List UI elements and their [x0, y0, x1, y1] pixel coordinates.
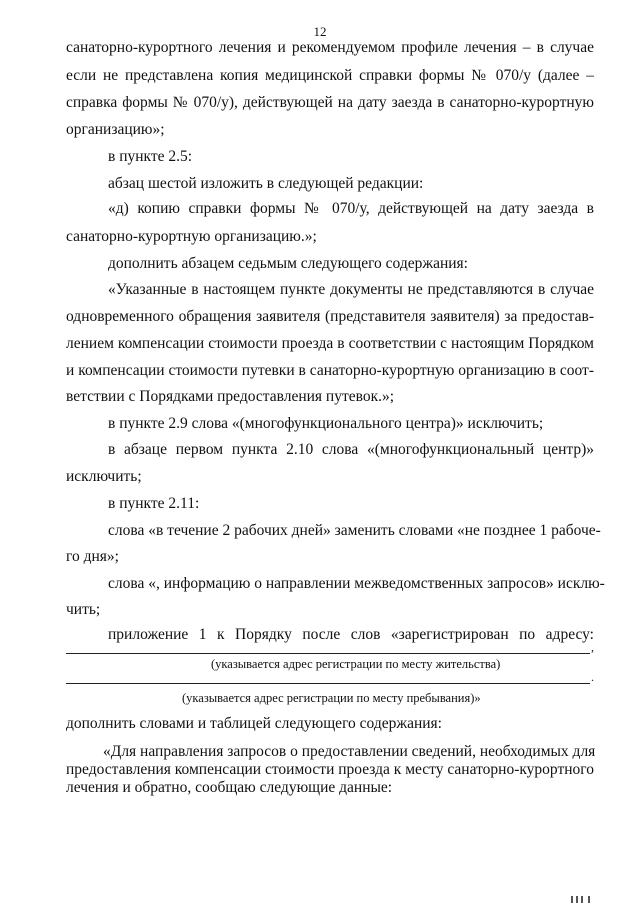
text-line: лением компенсации стоимости проезда в соответствии с настоящим Порядком — [66, 335, 594, 352]
caption-residence: (указывается адрес регистрации по месту жительства) — [211, 657, 501, 671]
text-line: предоставления компенсации стоимости проезда к месту санаторно-курортного — [66, 761, 594, 778]
text-line: лечения и обратно, сообщаю следующие данные: — [66, 779, 393, 796]
text-line: в пункте 2.11: — [108, 495, 200, 512]
text-line: санаторно-курортную организацию.»; — [66, 228, 317, 245]
text-line: «д) копию справки формы № 070/у, действующей на дату заезда в — [108, 200, 594, 217]
end-period: . — [591, 670, 594, 684]
blank-line-residence — [66, 653, 590, 654]
text-line: «Для направления запросов о предоставлении сведений, необходимых для — [103, 743, 596, 760]
text-line: дополнить абзацем седьмым следующего содержания: — [108, 255, 468, 272]
text-line: ветствии с Порядками предоставления путевок.»; — [66, 388, 395, 405]
text-line: одновременного обращения заявителя (представителя заявителя) за предостав- — [66, 308, 594, 325]
text-line: справка формы № 070/у), действующей на дату заезда в санаторно-курортную — [66, 94, 594, 111]
text-line: «Указанные в настоящем пункте документы не представляются в случае — [108, 281, 594, 298]
text-line: го дня»; — [66, 548, 119, 565]
text-line: абзац шестой изложить в следующей редакции: — [108, 175, 424, 192]
end-comma: , — [591, 640, 594, 654]
text-line: и компенсации стоимости путевки в санаторно-курортную организацию в соот- — [66, 362, 594, 379]
blank-line-stay — [66, 683, 590, 684]
text-line: санаторно-курортного лечения и рекомендуемом профиле лечения – в случае — [66, 39, 594, 56]
scan-mark — [571, 896, 573, 903]
scan-mark — [576, 896, 578, 903]
text-line: чить; — [66, 601, 101, 618]
caption-stay: (указывается адрес регистрации по месту пребывания)» — [182, 691, 481, 705]
text-line: в пункте 2.5: — [108, 148, 193, 165]
scan-mark — [588, 896, 590, 903]
text-line: в абзаце первом пункта 2.10 слова «(многофункциональный центр)» — [108, 441, 594, 458]
scan-mark — [581, 896, 583, 903]
text-line: исключить; — [66, 468, 142, 485]
text-line: слова «в течение 2 рабочих дней» заменить словами «не позднее 1 рабоче- — [108, 522, 601, 539]
text-line: дополнить словами и таблицей следующего содержания: — [66, 715, 442, 732]
text-line: если не представлена копия медицинской справки формы № 070/у (далее – — [66, 67, 594, 84]
text-line: организацию»; — [66, 121, 165, 138]
text-line: в пункте 2.9 слова «(многофункционального центра)» исключить; — [108, 415, 544, 432]
page-number: 12 — [313, 24, 327, 39]
text-line: слова «, информацию о направлении межведомственных запросов» исклю- — [108, 575, 605, 592]
text-line: приложение 1 к Порядку после слов «зарегистрирован по адресу: — [108, 626, 594, 643]
